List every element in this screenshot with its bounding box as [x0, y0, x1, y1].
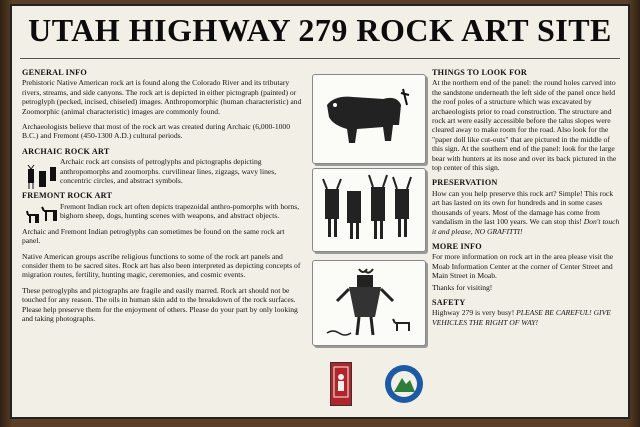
agency-logo [330, 362, 352, 406]
horned-figures-image [312, 168, 426, 252]
archaic-heading: ARCHAIC ROCK ART [22, 146, 110, 156]
fremont-text: Fremont Indian rock art often depicts trapezoidal anthro-pomorphs with horns, bighorn sheep, dogs, hunting scenes with weapons, and abstract objects. [60, 201, 300, 221]
things-text: At the northern end of the panel: the round holes carved into the sandstone underneath the left side of the panel once held the roof poles of a structure which was excavated by archaeologists prior to road construction. The structure and rock art were easily accessible before the talus slopes were cleared away to make room for the road. Also look for the "paper doll like cut-outs" that are pictured in the middle of this sign. At the southern end of the panel: look for the large bear with hunters at its nose and over its back pictured in the top center of this sign. [432, 78, 617, 173]
archaic-text: Archaic rock art consists of petroglyphs and pictographs depicting anthropomorphs and zoomorphs. curvilinear lines, zigzags, wavy lines, concentric circles, and abstract symbols. [60, 157, 277, 186]
sign-title: UTAH HIGHWAY 279 ROCK ART SITE [28, 12, 612, 48]
right-column [432, 68, 622, 333]
bear-petroglyph-image [312, 74, 426, 164]
preservation-paragraph [432, 189, 622, 236]
sign-board [10, 4, 630, 419]
general-text-2: Archaeologists believe that most of the rock art was created during Archaic (6,000-1000 B.C.) and Fremont (450-1300 A.D.) cultural periods. [22, 122, 291, 141]
fremont-animals-icon [26, 203, 60, 235]
combined-text: Archaic and Fremont Indian petroglyphs can sometimes be found on the same rock art panel. [22, 226, 285, 246]
safety-paragraph [432, 308, 622, 327]
fragile-text: These petroglyphs and pictographs are fragile and easily marred. Rock art should not be touched for any reason. The oils in human skin add to the breakdown of the rock surfaces. Please help preserve them for the enjoyment of others. Please do your part by only looking and taking photographs. [22, 285, 298, 323]
safety-text: Highway 279 is very busy! [432, 308, 515, 318]
safety-emphasis: PLEASE BE CAREFUL! GIVE VEHICLES THE RIGHT OF WAY! [432, 308, 611, 327]
horned-figure-with-dog-image [312, 260, 426, 346]
general-text-1: Prehistoric Native American rock art is found along the Colorado River and its tributary rivers, streams, and side canyons. The rock art is depicted in either pictograph (painted) or petroglyph (pecked, incised, chiseled) images. Anthropomorphic (human characteristic) and Zoomorphic (animal characteristic) images are commonly found. [22, 78, 302, 116]
more-info-heading: MORE INFO [432, 241, 482, 251]
archaic-section [22, 147, 304, 186]
fremont-heading: FREMONT ROCK ART [22, 191, 113, 201]
left-column [22, 68, 304, 329]
archaic-figures-icon [26, 161, 60, 193]
title-divider [20, 58, 620, 59]
preservation-text: How can you help preserve this rock art? Simple! This rock art has lasted on its own for hundreds and in some cases thousands of years. Most of the damage has come from vandalism in the last 100 years. We can stop this! [432, 188, 614, 227]
preservation-heading: PRESERVATION [432, 178, 498, 188]
more-info-paragraph [432, 252, 622, 280]
preservation-emphasis: Don't touch it and please, NO GRAFITTI! [432, 217, 620, 236]
general-heading: GENERAL INFO [22, 68, 87, 77]
fremont-section [22, 191, 304, 220]
blm-logo [384, 364, 424, 404]
things-heading: THINGS TO LOOK FOR [432, 68, 527, 77]
safety-heading: SAFETY [432, 297, 466, 307]
religious-text: Native American groups ascribe religious functions to some of the rock art panels and consider them to be sacred sites. Rock art has also been interpreted as depicting concepts of migration routes, fertility, hunting magic, ceremonies, and cosmic events. [22, 251, 301, 280]
more-info-text: For more information on rock art in the area please visit the Moab Information Center at the corner of Center Street and Main Street in Moab. [432, 252, 614, 281]
thanks-text: Thanks for visiting! [432, 282, 493, 292]
